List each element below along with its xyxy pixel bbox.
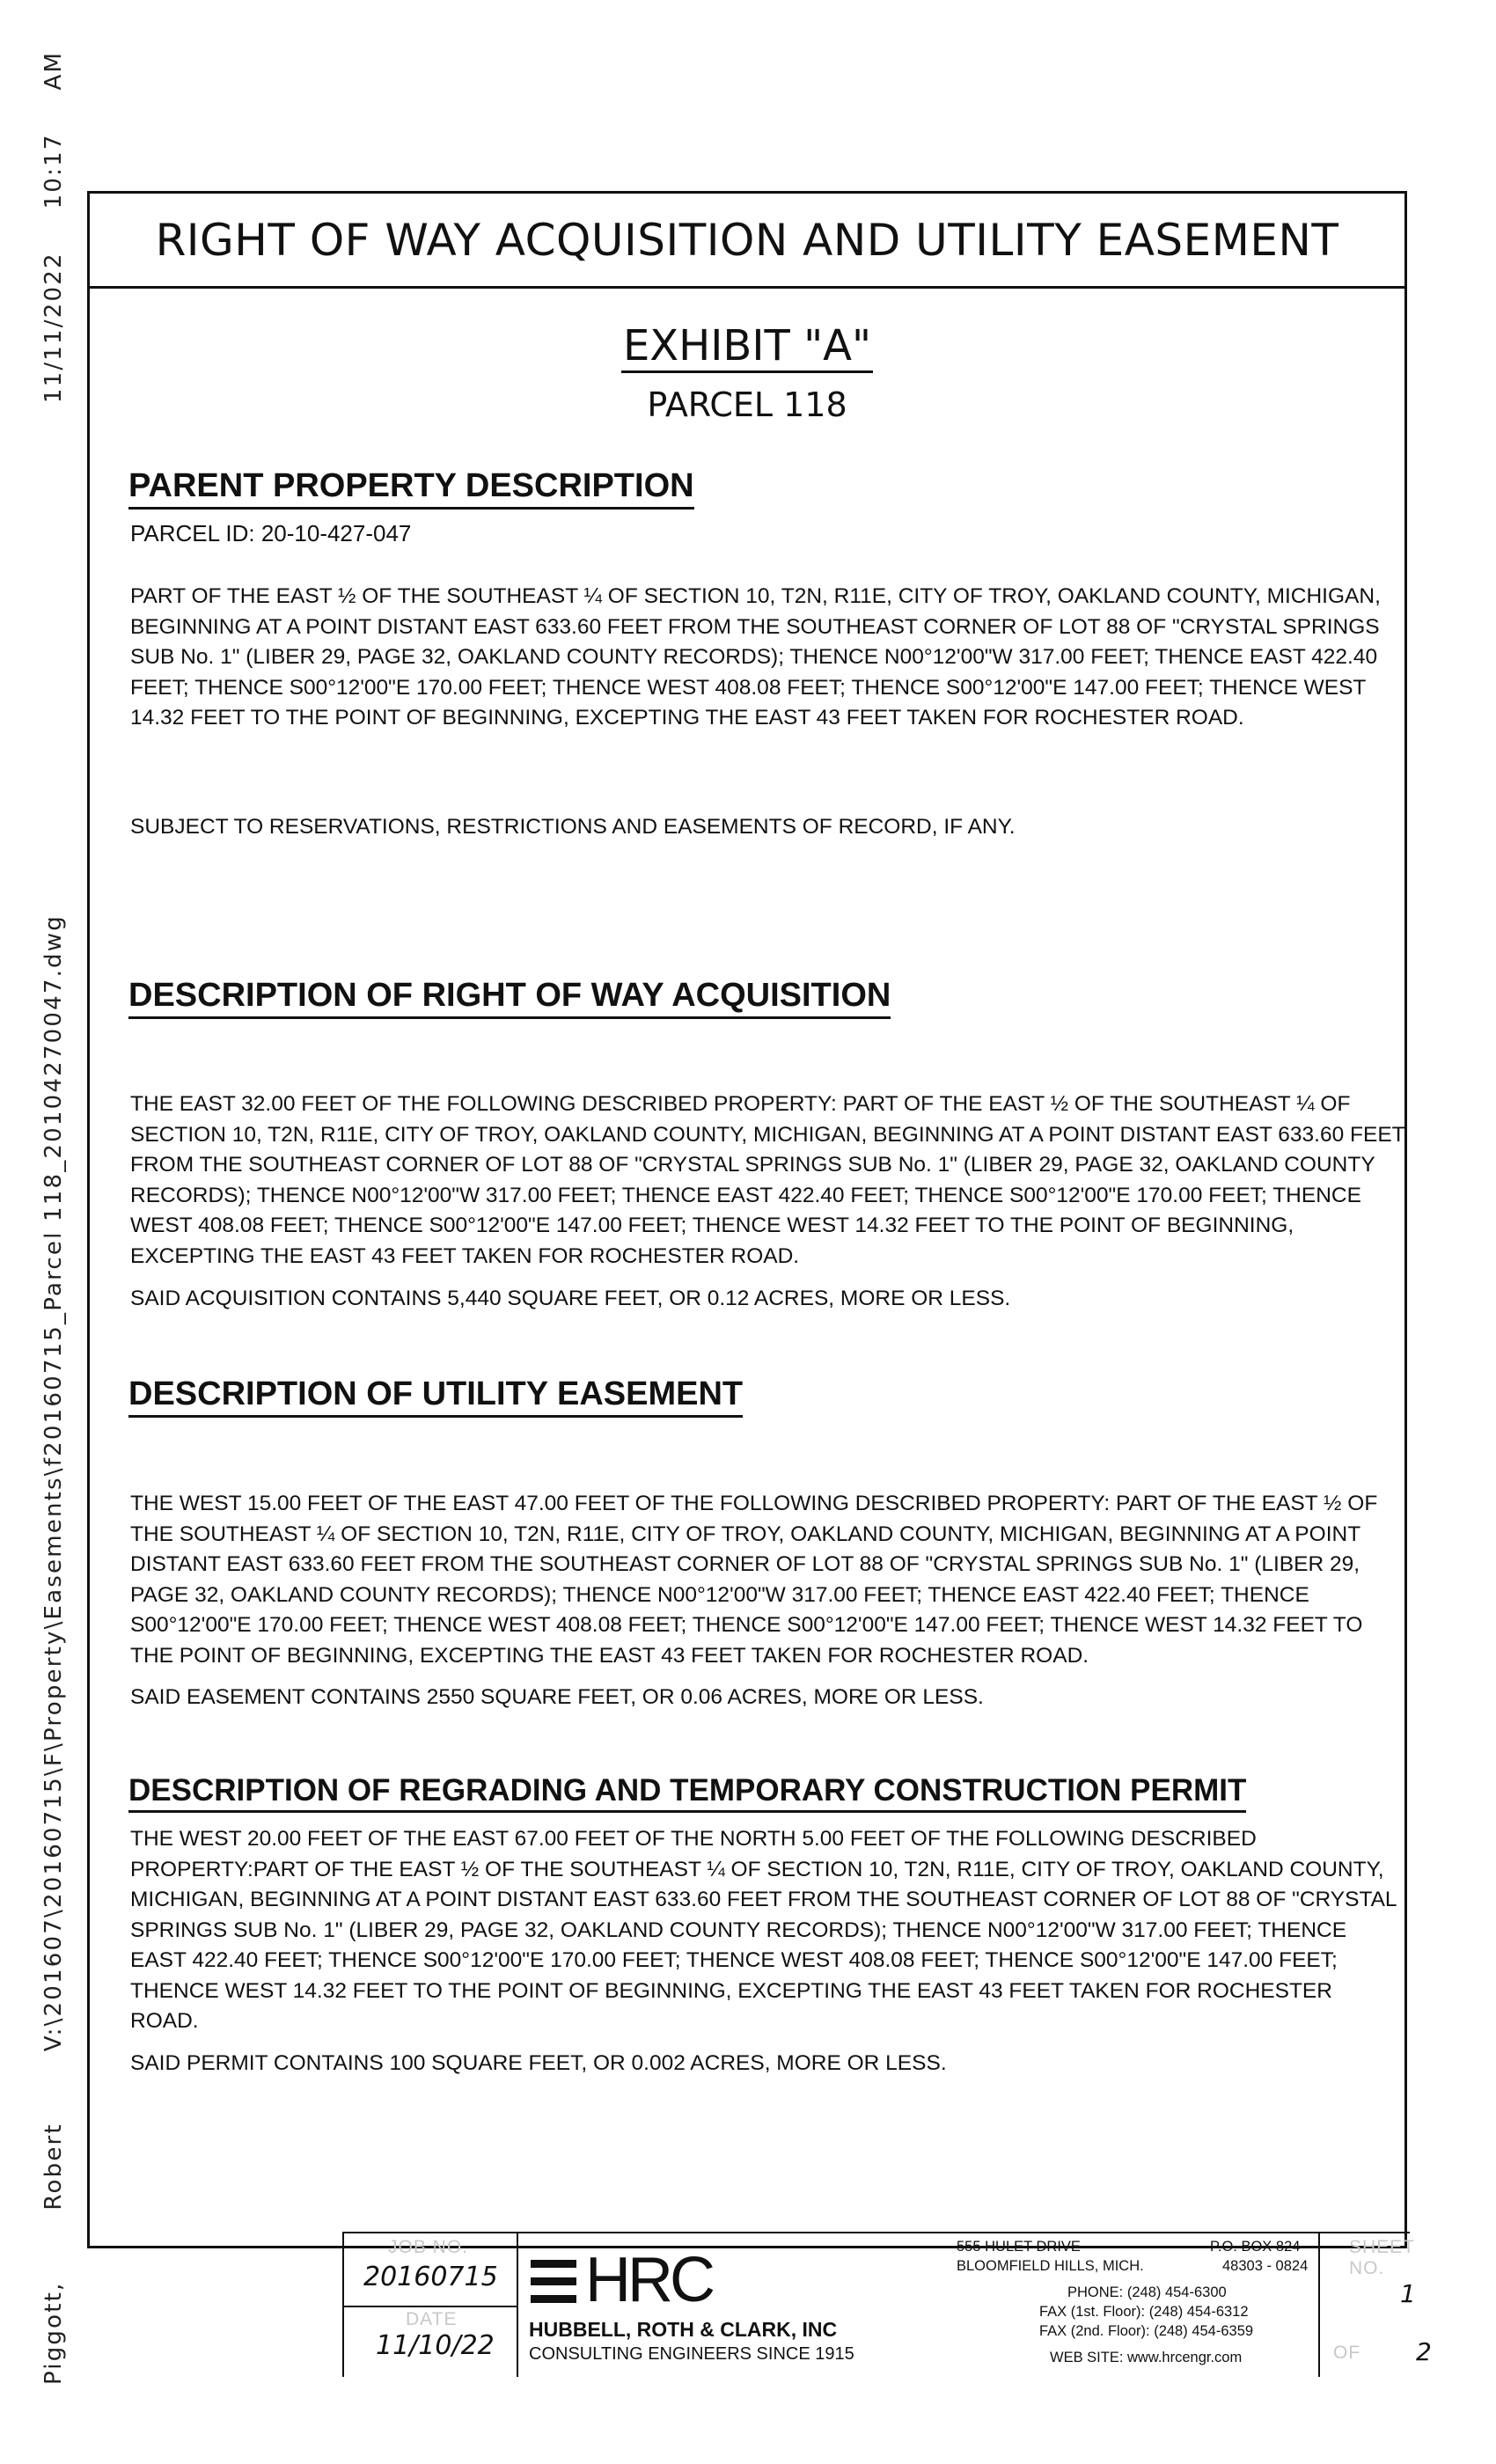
- file-path-stamp: [40, 51, 67, 2385]
- company-name: HUBBELL, ROTH & CLARK, INC: [529, 2318, 838, 2341]
- stamp-path: V:\201607\20160715\F\Property\Easements\f20160715_Parcel 118_20104270047.dwg: [40, 914, 67, 2052]
- permit-description: THE WEST 20.00 FEET OF THE EAST 67.00 FEET OF THE NORTH 5.00 FEET OF THE FOLLOWING DESCRIBED PROPERTY:PART OF THE EAST ½ OF THE SOUTHEAST ¼ OF SECTION 10, T2N, R11E, CITY OF TROY, OAKLAND COUNTY, MICHIGAN, BEGINNING AT A POINT DISTANT EAST 633.60 FEET FROM THE SOUTHEAST CORNER OF LOT 88 OF "CRYSTAL SPRINGS SUB No. 1" (LIBER 29, PAGE 32, OAKLAND COUNTY RECORDS); THENCE N00°12'00"W 317.00 FEET; THENCE EAST 422.40 FEET; THENCE S00°12'00"E 170.00 FEET; THENCE WEST 408.08 FEET; THENCE S00°12'00"E 147.00 FEET; THENCE WEST 14.32 FEET TO THE POINT OF BEGINNING, EXCEPTING THE EAST 43 FEET TAKEN FOR ROCHESTER ROAD.: [130, 1827, 1397, 2033]
- stamp-time: 10:17: [40, 133, 67, 209]
- zip-code: 48303 - 0824: [1222, 2258, 1309, 2274]
- sheet-no-label: SHEET NO.: [1349, 2237, 1415, 2278]
- company-tagline: CONSULTING ENGINEERS SINCE 1915: [529, 2344, 854, 2364]
- phone: PHONE: (248) 454-6300: [1067, 2284, 1227, 2300]
- sheet-no: 1: [1400, 2279, 1416, 2308]
- utility-contains: SAID EASEMENT CONTAINS 2550 SQUARE FEET, OR 0.06 ACRES, MORE OR LESS.: [130, 1685, 984, 1709]
- logo-letters: HRC: [585, 2245, 712, 2315]
- title-block: [342, 2232, 1432, 2377]
- parcel-id: PARCEL ID: 20-10-427-047: [130, 520, 412, 546]
- date-value: 11/10/22: [376, 2330, 495, 2361]
- address-line1: 555 HULET DRIVE: [957, 2239, 1081, 2255]
- hrc-logo: [518, 2233, 853, 2377]
- permit-contains: SAID PERMIT CONTAINS 100 SQUARE FEET, OR 0.002 ACRES, MORE OR LESS.: [130, 2051, 947, 2075]
- row-description: THE EAST 32.00 FEET OF THE FOLLOWING DESCRIBED PROPERTY: PART OF THE EAST ½ OF THE SOUTHEAST ¼ OF SECTION 10, T2N, R11E, CITY OF TROY, OAKLAND COUNTY, MICHIGAN, BEGINNING AT A POINT DISTANT EAST 633.60 FEET FROM THE SOUTHEAST CORNER OF LOT 88 OF "CRYSTAL SPRINGS SUB No. 1" (LIBER 29, PAGE 32, OAKLAND COUNTY RECORDS); THENCE N00°12'00"W 317.00 FEET; THENCE EAST 422.40 FEET; THENCE S00°12'00"E 170.00 FEET; THENCE WEST 408.08 FEET; THENCE S00°12'00"E 147.00 FEET; THENCE WEST 14.32 FEET TO THE POINT OF BEGINNING, EXCEPTING THE EAST 43 FEET TAKEN FOR ROCHESTER ROAD.: [130, 1092, 1405, 1268]
- stamp-user-name: Robert: [40, 2123, 67, 2211]
- address-line2: BLOOMFIELD HILLS, MICH.: [957, 2258, 1144, 2274]
- drawing-frame: [87, 191, 1432, 2366]
- parent-description: PART OF THE EAST ½ OF THE SOUTHEAST ¼ OF SECTION 10, T2N, R11E, CITY OF TROY, OAKLAND COUNTY, MICHIGAN, BEGINNING AT A POINT DISTANT EAST 633.60 FEET FROM THE SOUTHEAST CORNER OF LOT 88 OF "CRYSTAL SPRINGS SUB No. 1" (LIBER 29, PAGE 32, OAKLAND COUNTY RECORDS); THENCE N00°12'00"W 317.00 FEET; THENCE EAST 422.40 FEET; THENCE S00°12'00"E 170.00 FEET; THENCE WEST 408.08 FEET; THENCE S00°12'00"E 147.00 FEET; THENCE WEST 14.32 FEET TO THE POINT OF BEGINNING, EXCEPTING THE EAST 43 FEET TAKEN FOR ROCHESTER ROAD.: [130, 584, 1381, 730]
- utility-heading: DESCRIPTION OF UTILITY EASEMENT: [128, 1375, 743, 1418]
- row-heading: DESCRIPTION OF RIGHT OF WAY ACQUISITION: [128, 977, 891, 1019]
- job-no-label: JOB NO.: [388, 2237, 469, 2257]
- po-box: P.O. BOX 824: [1210, 2239, 1301, 2255]
- fax-first-floor: FAX (1st. Floor): (248) 454-6312: [1039, 2304, 1249, 2320]
- exhibit-text: EXHIBIT "A": [621, 321, 873, 373]
- parent-heading: PARENT PROPERTY DESCRIPTION: [128, 467, 694, 510]
- job-no: 20160715: [363, 2262, 498, 2292]
- parcel-label: PARCEL 118: [647, 385, 847, 424]
- website: WEB SITE: www.hrcengr.com: [1050, 2350, 1243, 2365]
- exhibit-label: [90, 321, 1404, 370]
- parent-subject: SUBJECT TO RESERVATIONS, RESTRICTIONS AND EASEMENTS OF RECORD, IF ANY.: [130, 815, 1016, 839]
- row-contains: SAID ACQUISITION CONTAINS 5,440 SQUARE FEET, OR 0.12 ACRES, MORE OR LESS.: [130, 1287, 1011, 1310]
- date-label: DATE: [406, 2309, 458, 2329]
- sheet-total: 2: [1416, 2337, 1432, 2366]
- utility-description: THE WEST 15.00 FEET OF THE EAST 47.00 FEET OF THE FOLLOWING DESCRIBED PROPERTY: PART OF THE EAST ½ OF THE SOUTHEAST ¼ OF SECTION 10, T2N, R11E, CITY OF TROY, OAKLAND COUNTY, MICHIGAN, BEGINNING AT A POINT DISTANT EAST 633.60 FEET FROM THE SOUTHEAST CORNER OF LOT 88 OF "CRYSTAL SPRINGS SUB No. 1" (LIBER 29, PAGE 32, OAKLAND COUNTY RECORDS); THENCE N00°12'00"W 317.00 FEET; THENCE EAST 422.40 FEET; THENCE S00°12'00"E 170.00 FEET; THENCE WEST 408.08 FEET; THENCE S00°12'00"E 147.00 FEET; THENCE WEST 14.32 FEET TO THE POINT OF BEGINNING, EXCEPTING THE EAST 43 FEET TAKEN FOR ROCHESTER ROAD.: [130, 1492, 1378, 1668]
- stamp-date: 11/11/2022: [40, 252, 67, 404]
- permit-heading: DESCRIPTION OF REGRADING AND TEMPORARY CONSTRUCTION PERMIT: [128, 1773, 1246, 1813]
- of-label: OF: [1333, 2343, 1361, 2363]
- fax-second-floor: FAX (2nd. Floor): (248) 454-6359: [1039, 2323, 1254, 2339]
- stamp-ampm: AM: [40, 50, 67, 91]
- page-title: RIGHT OF WAY ACQUISITION AND UTILITY EASEMENT: [90, 194, 1404, 289]
- stamp-user: Piggott,: [40, 2281, 67, 2385]
- logo-bars-icon: [531, 2260, 576, 2304]
